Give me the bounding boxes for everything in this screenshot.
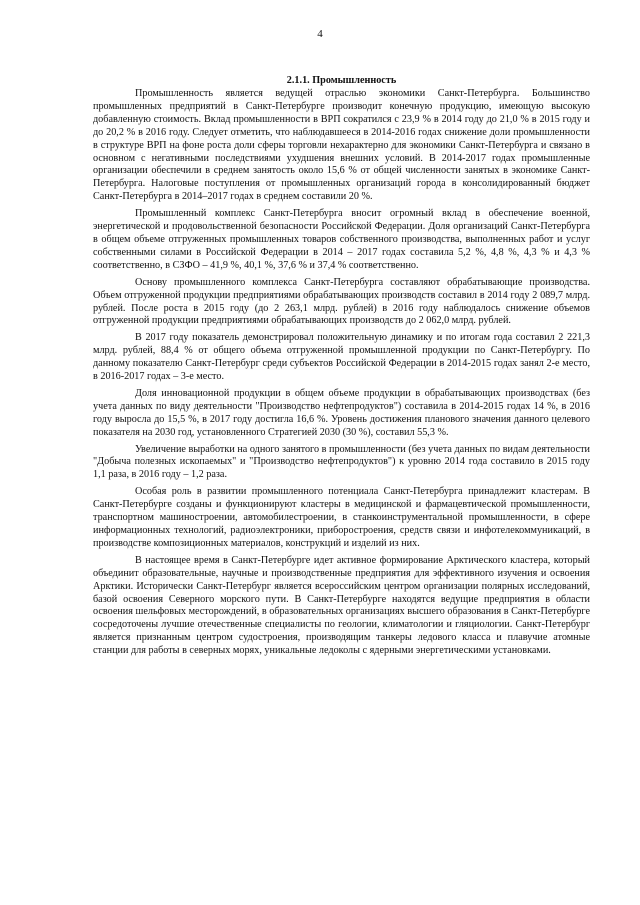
paragraph-innovative-products: Доля инновационной продукции в общем объеме продукции в обрабатывающих производствах (без учета данных по виду деятельности "Производство нефтепродуктов") составила в 2014-2015 годах 14 %, в 2016 году выросла до 15,5 %, в 2017 году достигла 16,6 %. Уровень достижения планового значения данного целевого показателя на 2030 год, установленного Стратегией 2030 (30 %), составил 55,3 %. <box>93 387 590 438</box>
paragraph-clusters: Особая роль в развитии промышленного потенциала Санкт-Петербурга принадлежит кластерам. В Санкт-Петербурге созданы и функционируют кластеры в медицинской и фармацевтической промышленности, транспортном машиностроении, автомобилестроении, в станкоинструментальной промышленности, в сфере информационных технологий, радиоэлектроники, приборостроения, средств связи и инфотелекоммуникаций, в производстве композиционных материалов, конструкций и изделий из них. <box>93 486 590 549</box>
paragraph-arctic-cluster: В настоящее время в Санкт-Петербурге идет активное формирование Арктического кластера, который объединит образовательные, научные и производственные предприятия для эффективного изучения и освоения Арктики. Исторически Санкт-Петербург является всероссийским центром организации полярных исследований, базой освоения Северного морского пути. В Санкт-Петербурге находятся ведущие предприятия в области освоения шельфовых месторождений, в образовательных организациях высшего образования в Санкт-Петербурге сосредоточены лучшие отечественные специалисты по геологии, климатологии и гляциологии. Санкт-Петербург является признанным центром судостроения, производящим танкеры ледового класса и плавучие атомные станции для работы в северных морях, уникальные ледоколы с ядерными энергетическими установками. <box>93 554 590 657</box>
paragraph-productivity: Увеличение выработки на одного занятого в промышленности (без учета данных по видам деятельности "Добыча полезных ископаемых" и "Производство нефтепродуктов") к уровню 2014 года составило в 2015 году 1,1 раза, в 2016 году – 1,2 раза. <box>93 443 590 481</box>
paragraph-2017-dynamics: В 2017 году показатель демонстрировал положительную динамику и по итогам года составил 2 221,3 млрд. рублей, 88,4 % от общего объема отгруженной промышленной продукции по Санкт-Петербургу. По данному показателю Санкт-Петербург среди субъектов Российской Федерации в 2014-2015 годах занял 2-е место, в 2016-2017 годах – 3-е место. <box>93 332 590 383</box>
paragraph-industry-overview: Промышленность является ведущей отраслью экономики Санкт-Петербурга. Большинство промышленных предприятий в Санкт-Петербурге производит конечную продукцию, имеющую высокую добавленную стоимость. Вклад промышленности в ВРП сократился с 23,9 % в 2014 году до 21,0 % в 2015 году и до 20,2 % в 2016 году. Следует отметить, что наблюдавшееся в 2014-2016 годах снижение доли промышленности в структуре ВРП на фоне роста доли сферы торговли нехарактерно для экономики Санкт-Петербурга и связано в основном с негативными последствиями ухудшения внешних условий. В 2014-2017 годах промышленные организации обеспечили в среднем занятость около 15,6 % от общей численности занятых в экономике Санкт-Петербурга. Налоговые поступления от промышленных организаций города в консолидированный бюджет Санкт-Петербурга в 2014–2017 годах в среднем составили 20 %. <box>93 88 590 203</box>
page-number: 4 <box>317 28 323 40</box>
page-content <box>93 74 590 662</box>
paragraph-industrial-complex: Промышленный комплекс Санкт-Петербурга вносит огромный вклад в обеспечение военной, энергетической и продовольственной безопасности Российской Федерации. Доля организаций Санкт-Петербурга в общем объеме отгруженных промышленных товаров собственного производства, выполненных работ и услуг собственными силами в Российской Федерации в 2014 – 2017 годах составила 5,2 %, 4,8 %, 4,3 % и 4,3 % соответственно, в СЗФО – 41,9 %, 40,1 %, 37,6 % и 37,4 % соответственно. <box>93 208 590 271</box>
paragraph-manufacturing: Основу промышленного комплекса Санкт-Петербурга составляют обрабатывающие производства. Объем отгруженной продукции предприятиями обрабатывающих производств составил в 2014 году 2 089,7 млрд. рублей. После роста в 2015 году (до 2 263,1 млрд. рублей) в 2016 году наблюдалось снижение объемов отгруженной продукции предприятиями обрабатывающих производств до 2 062,0 млрд. рублей. <box>93 276 590 327</box>
section-heading: 2.1.1. Промышленность <box>286 75 397 86</box>
